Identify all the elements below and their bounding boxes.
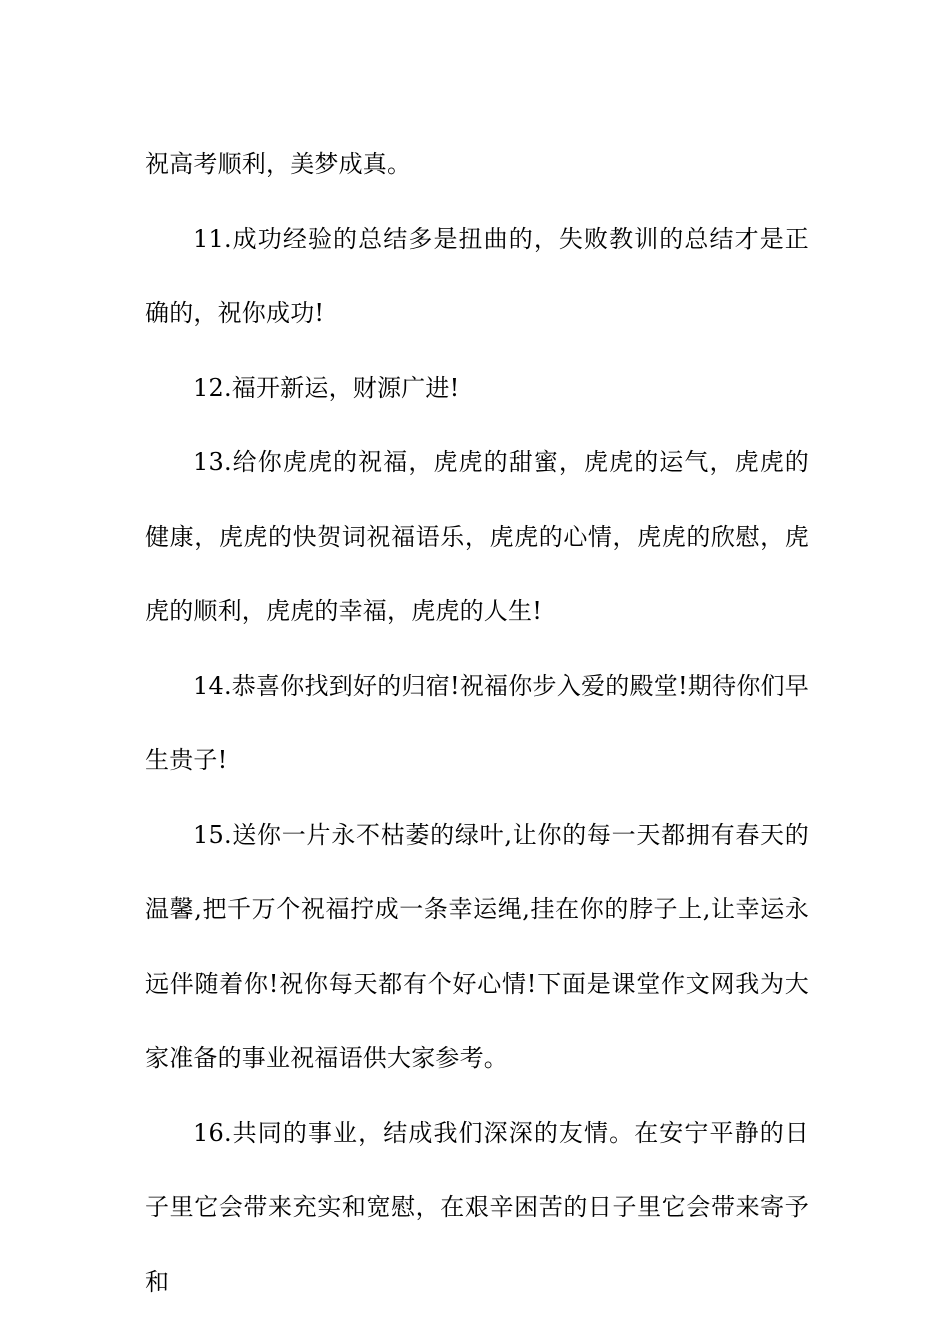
paragraph-16: 16.共同的事业，结成我们深深的友情。在安宁平静的日子里它会带来充实和宽慰，在艰辛困苦的日子里它会带来寄予和 [145,1118,809,1296]
document-body [145,127,809,1319]
paragraph-12: 12.福开新运，财源广进! [193,373,460,402]
paragraph-13: 13.给你虎虎的祝福，虎虎的甜蜜，虎虎的运气，虎虎的健康，虎虎的快贺词祝福语乐，虎虎的心情，虎虎的欣慰，虎虎的顺利，虎虎的幸福，虎虎的人生! [145,448,809,625]
paragraph-15: 15.送你一片永不枯萎的绿叶,让你的每一天都拥有春天的温馨,把千万个祝福拧成一条幸运绳,挂在你的脖子上,让幸运永远伴随着你!祝你每天都有个好心情!下面是课堂作文网我为大家准备的事业祝福语供大家参考。 [145,820,809,1072]
paragraph-11: 11.成功经验的总结多是扭曲的，失败教训的总结才是正确的，祝你成功! [145,224,809,327]
paragraph-continuation: 祝高考顺利，美梦成真。 [145,150,412,178]
paragraph-14: 14.恭喜你找到好的归宿!祝福你步入爱的殿堂!期待你们早生贵子! [145,671,809,774]
